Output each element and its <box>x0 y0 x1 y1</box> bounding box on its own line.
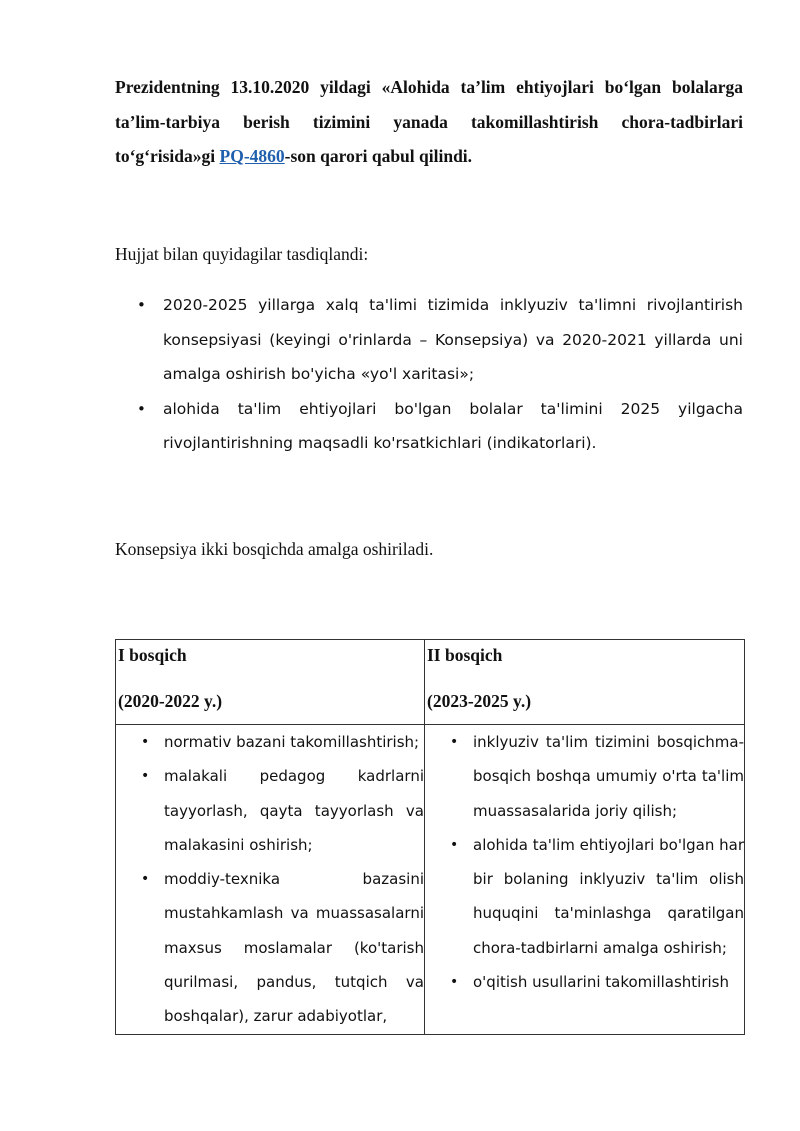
approved-list <box>115 288 743 461</box>
list-item: • moddiy-texnika bazasini mustahkamlash va muassasalarni maxsus moslamalar (ko'tarish qurilmasi, pandus, tutqich va boshqalar), zarur adabiyotlar, <box>116 862 424 1033</box>
table-header-row <box>116 640 745 725</box>
list-item: • alohida ta'lim ehtiyojlari bo'lgan har bir bolaning inklyuziv ta'lim olish huquqini ta'minlashga qaratilgan chora-tadbirlarni amalga oshirish; <box>425 828 744 965</box>
stage1-years: (2020-2022 y.) <box>118 691 223 711</box>
intro-text-start: Prezidentning 13.10.2020 yildagi «Alohida ta’lim ehtiyojlari bo‘lgan bolalarga ta’lim-tarbiya berish tizimini yanada takomillashtirish chora-tadbirlari to‘g‘risida»gi <box>115 77 743 166</box>
stage1-header <box>116 640 425 725</box>
document-page <box>115 70 744 1026</box>
stage2-years: (2023-2025 y.) <box>427 691 532 711</box>
list-item: • normativ bazani takomillashtirish; <box>116 725 424 759</box>
list-item: • malakali pedagog kadrlarni tayyorlash, qayta tayyorlash va malakasini oshirish; <box>116 759 424 862</box>
resolution-link[interactable]: PQ-4860 <box>219 146 285 166</box>
approved-item: • alohida ta'lim ehtiyojlari bo'lgan bolalar ta'limini 2025 yilgacha rivojlantirishning maqsadli ko'rsatkichlari (indikatorlari). <box>115 392 743 461</box>
stage2-tasks <box>425 725 745 1035</box>
list-item: • o'qitish usullarini takomillashtirish <box>425 965 744 999</box>
stage1-tasks <box>116 725 425 1035</box>
intro-paragraph <box>115 70 743 174</box>
intro-text-end: -son qarori qabul qilindi. <box>284 146 473 166</box>
stage2-title: II bosqich <box>427 645 503 665</box>
stage1-title: I bosqich <box>118 645 187 665</box>
stages-intro: Konsepsiya ikki bosqichda amalga oshiriladi. <box>115 539 434 559</box>
stage2-task-list <box>425 725 744 999</box>
stages-table <box>115 639 745 1035</box>
stage2-header <box>425 640 745 725</box>
list-item: • inklyuziv ta'lim tizimini bosqichma-bosqich boshqa umumiy o'rta ta'lim muassasalarida joriy qilish; <box>425 725 744 828</box>
approved-item: • 2020-2025 yillarga xalq ta'limi tizimida inklyuziv ta'limni rivojlantirish konsepsiyasi (keyingi o'rinlarda – Konsepsiya) va 2020-2021 yillarda uni amalga oshirish bo'yicha «yo'l xaritasi»; <box>115 288 743 392</box>
table-body-row <box>116 725 745 1035</box>
approved-heading: Hujjat bilan quyidagilar tasdiqlandi: <box>115 244 369 264</box>
stage1-task-list <box>116 725 424 1034</box>
